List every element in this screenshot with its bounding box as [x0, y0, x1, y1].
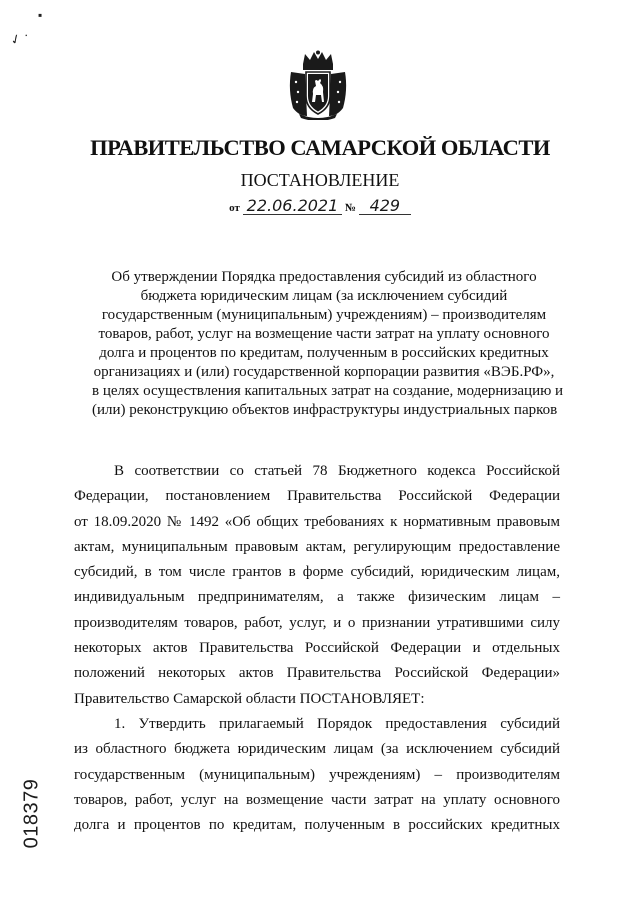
handwritten-date: 22.06.2021	[243, 198, 343, 215]
number-label: №	[345, 202, 357, 214]
body-line: В соответствии со статьей 78 Бюджетного кодекса Российской	[114, 463, 560, 479]
document-subject	[92, 268, 564, 420]
document-type: ПОСТАНОВЛЕНИЕ	[240, 170, 400, 190]
government-title: ПРАВИТЕЛЬСТВО САМАРСКОЙ ОБЛАСТИ	[90, 135, 550, 160]
subject-line: Об утверждении Порядка предоставления субсидий из областного	[111, 269, 537, 285]
body-line: субсидий, в том числе грантов в форме субсидий, юридическим лицам,	[74, 564, 560, 581]
body-line: Правительство Самарской области ПОСТАНОВЛЯЕТ:	[74, 690, 425, 707]
body-line: из областного бюджета юридическим лицам (за исключением субсидий	[74, 741, 560, 758]
coat-of-arms-icon	[285, 50, 351, 120]
subject-line: бюджета юридическим лицам (за исключением субсидий	[140, 288, 508, 304]
date-number-line	[0, 198, 640, 215]
serial-number-stamp	[2, 768, 62, 858]
date-label: от	[229, 202, 240, 214]
scan-mark: ▪	[38, 8, 43, 22]
subject-line: государственным (муниципальным) учреждениям) – производителям	[101, 307, 547, 323]
document-body	[74, 459, 560, 838]
body-line: от 18.09.2020 № 1492 «Об общих требованиях к нормативным правовым	[74, 513, 560, 530]
body-line: положений некоторых актов Правительства Российской Федерации»	[74, 665, 560, 682]
body-line: государственным (муниципальным) учреждениям) – производителям	[74, 766, 560, 783]
body-line: 1. Утвердить прилагаемый Порядок предоставления субсидий	[114, 715, 560, 732]
body-line: некоторых актов Правительства Российской Федерации и отдельных	[74, 640, 560, 657]
body-line: производителям товаров, работ, услуг, и о признании утратившими силу	[74, 614, 560, 631]
handwritten-number: 429	[359, 198, 411, 215]
body-line: товаров, работ, услуг на возмещение части затрат на уплату основного	[74, 791, 560, 808]
subject-line: (или) реконструкцию объектов инфраструктуры индустриальных парков	[92, 402, 558, 418]
pen-mark: ✓ ·	[7, 26, 31, 49]
body-line: индивидуальным предпринимателям, а также физическим лицам –	[74, 589, 560, 606]
body-line: долга и процентов по кредитам, полученным в российских кредитных	[74, 817, 560, 834]
body-line: актам, муниципальным правовым актам, регулирующим предоставление	[74, 538, 560, 555]
body-line: Федерации, постановлением Правительства Российской Федерации	[74, 488, 560, 505]
subject-line: долга и процентов по кредитам, полученным в российских кредитных	[99, 345, 549, 361]
serial-number: 018379	[20, 778, 43, 848]
subject-line: организациях и (или) государственной корпорации развития «ВЭБ.РФ»,	[93, 364, 555, 380]
subject-line: товаров, работ, услуг на возмещение части затрат на уплату основного	[98, 326, 550, 342]
subject-line: в целях осуществления капитальных затрат на создание, модернизацию и	[92, 383, 564, 399]
